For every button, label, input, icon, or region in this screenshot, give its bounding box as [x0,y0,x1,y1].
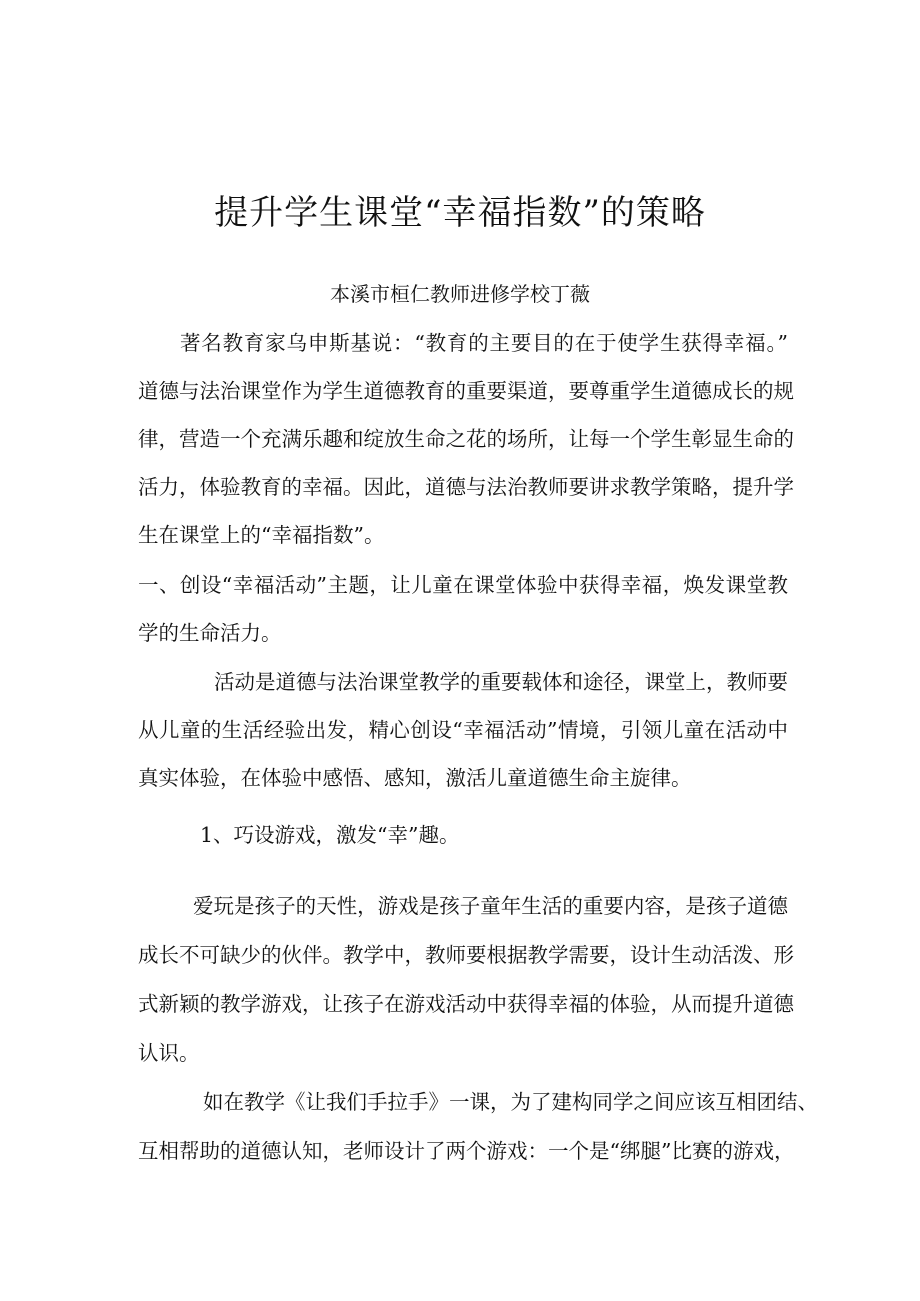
paragraph-line: 成长不可缺少的伙伴。教学中，教师要根据教学需要，设计生动活泼、形 [138,943,794,967]
paragraph-line: 著名教育家乌申斯基说：“教育的主要目的在于使学生获得幸福。” [180,331,788,355]
paragraph-line: 真实体验，在体验中感悟、感知，激活儿童道德生命主旋律。 [138,766,692,790]
paragraph-line: 活力，体验教育的幸福。因此，道德与法治教师要讲求教学策略，提升学 [138,475,794,499]
paragraph-line: 爱玩是孩子的天性，游戏是孩子童年生活的重要内容，是孩子道德 [193,894,788,918]
paragraph-line: 认识。 [138,1041,200,1065]
paragraph-line: 互相帮助的道德认知，老师设计了两个游戏：一个是“绑腿”比赛的游戏， [138,1139,795,1163]
paragraph-line: 道德与法治课堂作为学生道德教育的重要渠道，要尊重学生道德成长的规 [138,379,794,403]
subsection-heading: 1、巧设游戏，激发“幸”趣。 [200,823,460,847]
paragraph-line: 如在教学《让我们手拉手》一课，为了建构同学之间应该互相团结、 [203,1090,818,1114]
section-heading-line: 学的生命活力。 [138,621,282,645]
document-title: 提升学生课堂“幸福指数”的策略 [214,193,706,233]
section-heading-line: 一、创设“幸福活动”主题，让儿童在课堂体验中获得幸福，焕发课堂教 [138,573,788,597]
paragraph-line: 生在课堂上的“幸福指数”。 [138,523,385,547]
paragraph-line: 从儿童的生活经验出发，精心创设“幸福活动”情境，引领儿童在活动中 [138,718,788,742]
paragraph-line: 律，营造一个充满乐趣和绽放生命之花的场所，让每一个学生彰显生命的 [138,427,794,451]
paragraph-line: 活动是道德与法治课堂教学的重要载体和途径，课堂上，教师要 [214,670,788,694]
author-line: 本溪市桓仁教师进修学校丁薇 [330,282,590,306]
paragraph-line: 式新颖的教学游戏，让孩子在游戏活动中获得幸福的体验，从而提升道德 [138,992,794,1016]
